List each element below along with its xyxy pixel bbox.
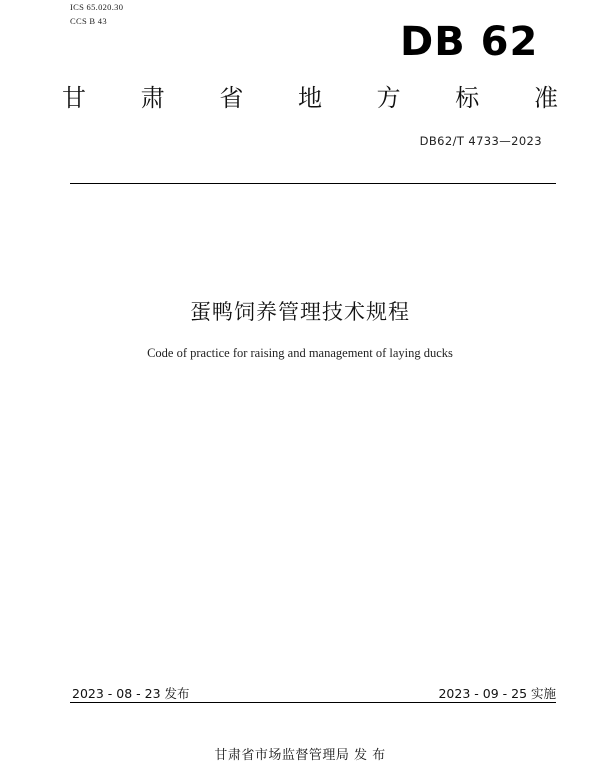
standard-type-char: 方 — [376, 84, 401, 112]
document-title-cn: 蛋鸭饲养管理技术规程 — [190, 300, 410, 324]
standard-type-char: 标 — [455, 84, 480, 112]
standard-type-heading — [62, 86, 558, 110]
ccs-code: CCS B 43 — [70, 16, 107, 26]
bottom-rule — [70, 702, 556, 703]
standard-number: DB62/T 4733—2023 — [419, 134, 542, 148]
publisher: 甘肃省市场监督管理局 发 布 — [214, 748, 386, 763]
standard-type-char: 肃 — [140, 84, 165, 112]
issue-date: 2023 - 08 - 23 发布 — [72, 686, 190, 701]
top-rule — [70, 183, 556, 184]
document-title-en: Code of practice for raising and management of laying ducks — [147, 346, 453, 360]
standard-type-char: 地 — [297, 84, 322, 112]
standard-type-char: 省 — [219, 84, 244, 112]
db-logo: DB 62 — [400, 19, 539, 65]
implementation-date: 2023 - 09 - 25 实施 — [438, 686, 556, 701]
standard-type-char: 甘 — [62, 84, 86, 112]
ics-code: ICS 65.020.30 — [70, 2, 124, 12]
standard-type-char: 准 — [533, 84, 558, 112]
